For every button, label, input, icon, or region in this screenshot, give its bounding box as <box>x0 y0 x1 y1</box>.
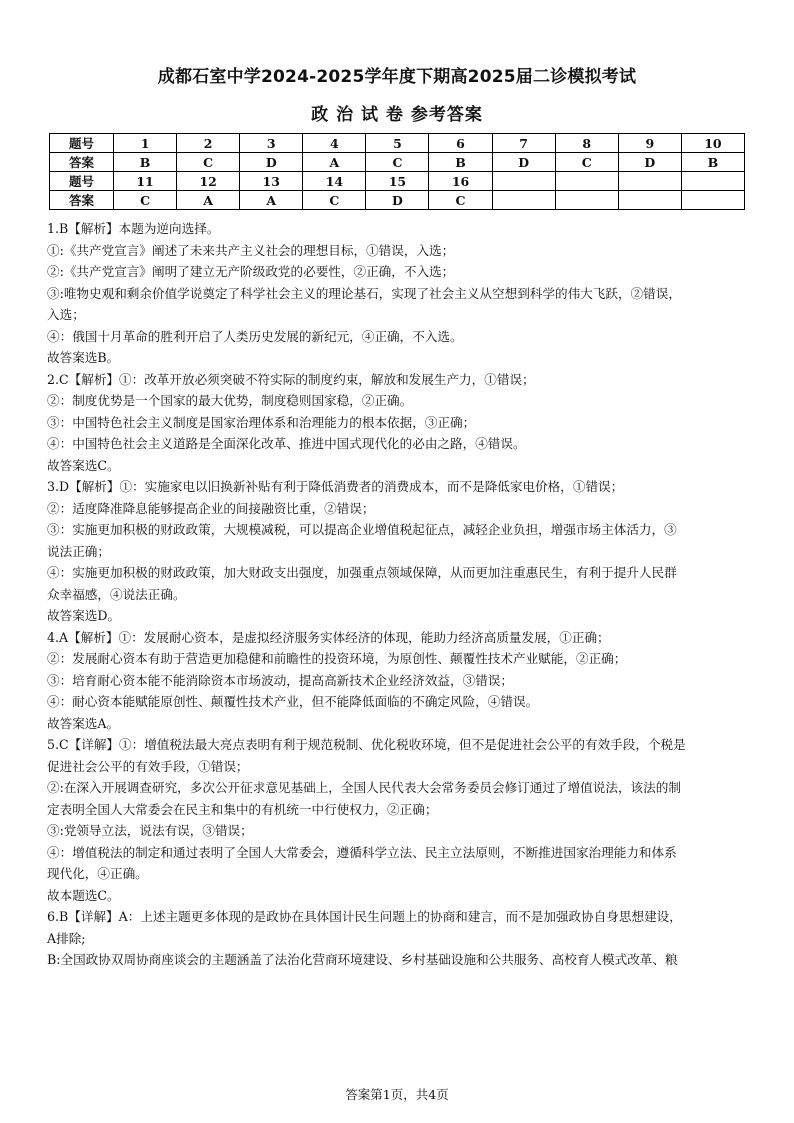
table-cell: C <box>114 191 177 210</box>
table-cell <box>555 191 618 210</box>
text-line: ③：实施更加积极的财政政策，大规模减税，可以提高企业增值税起征点，减轻企业负担，增强市场主体活力，③ <box>47 522 677 537</box>
table-cell: A <box>240 191 303 210</box>
table-row <box>50 134 745 153</box>
table-cell: 8 <box>555 134 618 153</box>
text-line: 说法正确； <box>47 543 110 559</box>
answer-table <box>49 133 745 210</box>
table-cell: 11 <box>114 172 177 191</box>
table-cell: 4 <box>303 134 366 153</box>
text-line: 定表明全国人大常委会在民主和集中的有机统一中行使权力，②正确； <box>47 801 438 817</box>
table-row <box>50 153 745 172</box>
table-cell: C <box>366 153 429 172</box>
text-line: ②:在深入开展调查研究，多次公开征求意见基础上，全国人民代表大会常务委员会修订通过了增值说法，该法的制 <box>47 780 681 795</box>
table-cell: D <box>366 191 429 210</box>
table-cell: D <box>240 153 303 172</box>
table-cell: 5 <box>366 134 429 153</box>
table-cell <box>618 191 681 210</box>
text-line: ②:《共产党宣言》阐明了建立无产阶级政党的必要性，②正确，不入选； <box>47 264 455 279</box>
text-line: 故答案选D。 <box>47 608 121 623</box>
table-cell: A <box>303 153 366 172</box>
table-cell: 7 <box>492 134 555 153</box>
table-row-header: 题号 <box>50 134 114 153</box>
table-cell: A <box>177 191 240 210</box>
table-row <box>50 172 745 191</box>
table-cell: 12 <box>177 172 240 191</box>
text-line: 故答案选C。 <box>47 457 120 473</box>
table-cell: D <box>618 153 681 172</box>
text-line: 1.B【解析】本题为逆向选择。 <box>47 221 220 236</box>
text-line: ②：发展耐心资本有助于营造更加稳健和前瞻性的投资环境，为原创性、颠覆性技术产业赋能，②正确； <box>47 651 627 666</box>
table-cell: C <box>177 153 240 172</box>
table-cell: 13 <box>240 172 303 191</box>
text-line: 现代化，④正确。 <box>47 866 148 881</box>
table-cell: 14 <box>303 172 366 191</box>
text-line: 4.A【解析】①：发展耐心资本，是虚拟经济服务实体经济的体现，能助力经济高质量发展，①正确； <box>47 629 610 645</box>
table-row-header: 答案 <box>50 153 114 172</box>
table-cell: B <box>681 153 744 172</box>
text-line: ④：增值税法的制定和通过表明了全国人大常委会，遵循科学立法、民主立法原则，不断推进国家治理能力和体系 <box>47 844 677 860</box>
table-cell: C <box>303 191 366 210</box>
text-line: B:全国政协双周协商座谈会的主题涵盖了法治化营商环境建设、乡村基础设施和公共服务、高校育人模式改革、粮 <box>47 952 678 967</box>
table-row-header: 答案 <box>50 191 114 210</box>
table-cell: 2 <box>177 134 240 153</box>
text-line: 5.C【详解】①：增值税法最大亮点表明有利于规范税制、优化税收环境，但不是促进社会公平的有效手段，个税是 <box>47 737 686 752</box>
text-line: 入选； <box>47 307 85 322</box>
text-line: ③：培育耐心资本能不能消除资本市场波动，提高高新技术企业经济效益，③错误； <box>47 672 513 688</box>
text-line: 故本题选C。 <box>47 887 120 903</box>
table-cell: 1 <box>114 134 177 153</box>
table-row-header: 题号 <box>50 172 114 191</box>
text-line: ①:《共产党宣言》阐述了未来共产主义社会的理想目标，①错误，入选； <box>47 242 455 258</box>
text-line: ③:唯物史观和剩余价值学说奠定了科学社会主义的理论基石，实现了社会主义从空想到科学的伟大飞跃，②错误， <box>47 285 681 301</box>
table-cell <box>492 191 555 210</box>
text-line: ④：中国特色社会主义道路是全面深化改革、推进中国式现代化的必由之路，④错误。 <box>47 436 526 451</box>
table-cell: B <box>429 153 492 172</box>
table-cell: C <box>555 153 618 172</box>
table-cell: 3 <box>240 134 303 153</box>
text-line: ③:党领导立法，说法有误，③错误； <box>47 823 253 838</box>
explanation-text <box>47 218 749 971</box>
text-line: ④：实施更加积极的财政政策，加大财政支出强度，加强重点领域保障，从而更加注重惠民生，有利于提升人民群 <box>47 565 677 580</box>
text-line: 故答案选A。 <box>47 715 120 731</box>
table-cell: 6 <box>429 134 492 153</box>
text-line: 3.D【解析】①：实施家电以旧换新补贴有利于降低消费者的消费成本，而不是降低家电价格，①错误； <box>47 479 624 494</box>
table-cell: B <box>114 153 177 172</box>
text-line: 促进社会公平的有效手段，①错误； <box>47 758 249 774</box>
table-cell: 10 <box>681 134 744 153</box>
table-cell <box>555 172 618 191</box>
text-line: ②：适度降准降息能够提高企业的间接融资比重，②错误； <box>47 500 375 516</box>
table-cell <box>618 172 681 191</box>
table-cell: D <box>492 153 555 172</box>
text-line: 故答案选B。 <box>47 350 120 365</box>
table-cell: 16 <box>429 172 492 191</box>
page-footer: 答案第1页，共4页 <box>345 1087 449 1102</box>
text-line: 众幸福感，④说法正确。 <box>47 586 186 602</box>
table-cell <box>492 172 555 191</box>
table-cell: 15 <box>366 172 429 191</box>
text-line: ④：俄国十月革命的胜利开启了人类历史发展的新纪元，④正确，不入选。 <box>47 328 463 344</box>
table-cell <box>681 172 744 191</box>
table-cell: C <box>429 191 492 210</box>
table-cell <box>681 191 744 210</box>
text-line: ④：耐心资本能赋能原创性、颠覆性技术产业，但不能降低面临的不确定风险，④错误。 <box>47 694 539 709</box>
document-title: 成都石室中学2024-2025学年度下期高2025届二诊模拟考试 <box>157 67 637 87</box>
text-line: 6.B【详解】A：上述主题更多体现的是政协在具体国计民生问题上的协商和建言，而不是加强政协自身思想建设， <box>47 909 682 924</box>
text-line: 2.C【解析】①：改革开放必须突破不符实际的制度约束，解放和发展生产力，①错误； <box>47 371 535 387</box>
text-line: A排除; <box>47 930 86 946</box>
text-line: ②：制度优势是一个国家的最大优势，制度稳则国家稳，②正确。 <box>47 393 413 408</box>
document-subtitle: 政 治 试 卷 参考答案 <box>311 105 483 125</box>
table-cell: 9 <box>618 134 681 153</box>
table-row <box>50 191 745 210</box>
text-line: ③：中国特色社会主义制度是国家治理体系和治理能力的根本依据，③正确； <box>47 414 476 430</box>
